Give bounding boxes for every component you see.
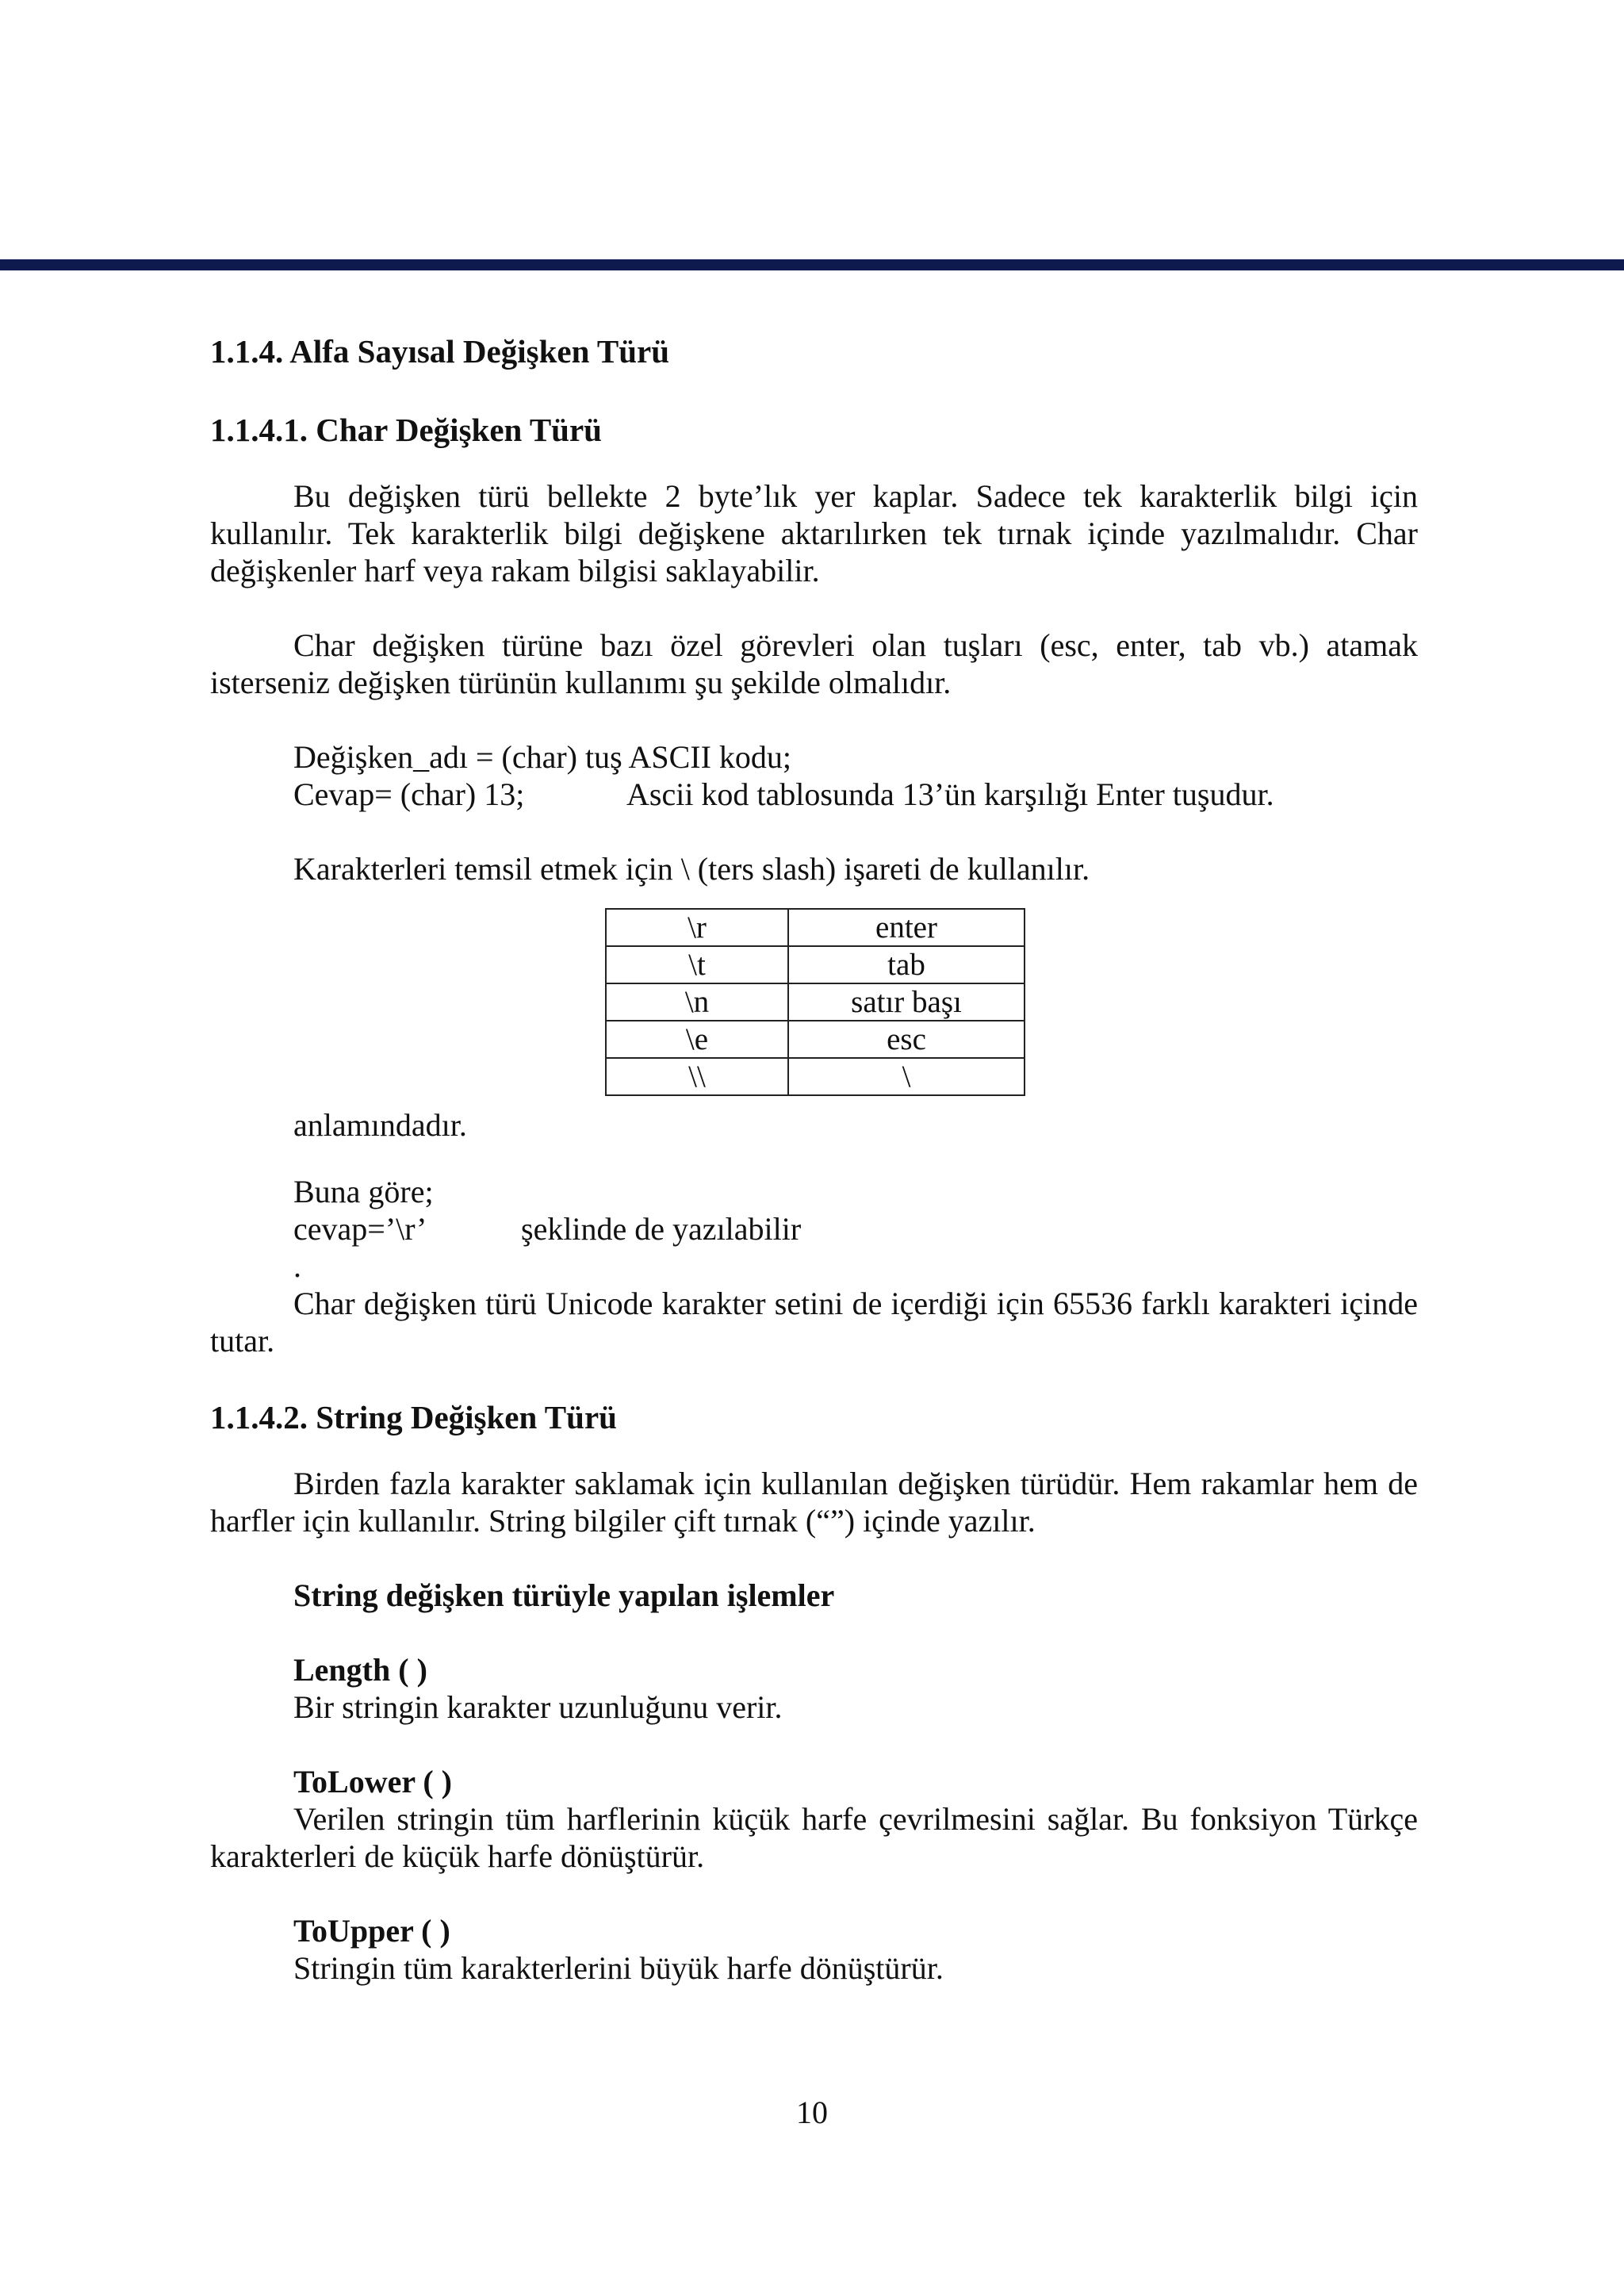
example-comment: şeklinde de yazılabilir bbox=[521, 1211, 802, 1247]
example-line bbox=[210, 1210, 1418, 1248]
table-row bbox=[606, 1058, 1025, 1095]
escape-key: \n bbox=[606, 983, 788, 1021]
heading-main: 1.1.4. Alfa Sayısal Değişken Türü bbox=[210, 333, 670, 370]
page-body bbox=[210, 333, 1418, 1987]
escape-meaning: satır başı bbox=[788, 983, 1025, 1021]
escape-key: \t bbox=[606, 946, 788, 983]
heading-string: 1.1.4.2. String Değişken Türü bbox=[210, 1399, 617, 1435]
example-code: cevap=’\r’ bbox=[293, 1211, 427, 1247]
table-row bbox=[606, 1021, 1025, 1058]
escape-meaning: tab bbox=[788, 946, 1025, 983]
string-ops-title: String değişken türüyle yapılan işlemler bbox=[293, 1577, 835, 1613]
toupper-desc: Stringin tüm karakterlerini büyük harfe dönüştürür. bbox=[293, 1950, 944, 1986]
anlamindadir-text: anlamındadır. bbox=[293, 1107, 467, 1143]
table-row bbox=[606, 909, 1025, 946]
tolower-title: ToLower ( ) bbox=[293, 1764, 452, 1799]
length-desc: Bir stringin karakter uzunluğunu verir. bbox=[293, 1689, 783, 1725]
page-number: 10 bbox=[796, 2095, 828, 2130]
escape-meaning: esc bbox=[788, 1021, 1025, 1058]
escape-meaning: enter bbox=[788, 909, 1025, 946]
escape-table-area bbox=[210, 908, 1418, 1143]
buna-gore: Buna göre; bbox=[293, 1174, 434, 1209]
code-line-2 bbox=[210, 776, 1418, 813]
code-line-2-code: Cevap= (char) 13; bbox=[293, 776, 525, 812]
dot: . bbox=[293, 1248, 301, 1284]
escape-meaning: \ bbox=[788, 1058, 1025, 1095]
para-char-2: Char değişken türüne bazı özel görevleri olan tuşları (esc, enter, tab vb.) atamak isterseniz değişken türünün kullanımı şu şekilde olmalıdır. bbox=[210, 627, 1418, 700]
table-row bbox=[606, 983, 1025, 1021]
toupper-title: ToUpper ( ) bbox=[293, 1913, 450, 1949]
top-rule bbox=[0, 259, 1624, 270]
code-line-1: Değişken_adı = (char) tuş ASCII kodu; bbox=[293, 739, 792, 775]
escape-key: \\ bbox=[606, 1058, 788, 1095]
tolower-desc: Verilen stringin tüm harflerinin küçük harfe çevrilmesini sağlar. Bu fonksiyon Türkçe karakterleri de küçük harfe dönüştürür. bbox=[210, 1801, 1418, 1874]
escape-key: \r bbox=[606, 909, 788, 946]
para-unicode: Char değişken türü Unicode karakter setini de içerdiği için 65536 farklı karakteri içinde tutar. bbox=[210, 1286, 1418, 1359]
para-string: Birden fazla karakter saklamak için kullanılan değişken türüdür. Hem rakamlar hem de harfler için kullanılır. String bilgiler çift tırnak (“”) içinde yazılır. bbox=[210, 1466, 1418, 1539]
escape-table bbox=[605, 908, 1025, 1096]
backslash-intro: Karakterleri temsil etmek için \ (ters slash) işareti de kullanılır. bbox=[293, 851, 1090, 887]
escape-key: \e bbox=[606, 1021, 788, 1058]
table-row bbox=[606, 946, 1025, 983]
length-title: Length ( ) bbox=[293, 1652, 427, 1688]
code-line-2-comment: Ascii kod tablosunda 13’ün karşılığı Enter tuşudur. bbox=[626, 776, 1274, 812]
para-char-1: Bu değişken türü bellekte 2 byte’lık yer kaplar. Sadece tek karakterlik bilgi için kullanılır. Tek karakterlik bilgi değişkene aktarılırken tek tırnak içinde yazılmalıdır. Char değişkenler harf veya rakam bilgisi saklayabilir. bbox=[210, 478, 1418, 588]
heading-char: 1.1.4.1. Char Değişken Türü bbox=[210, 412, 602, 448]
